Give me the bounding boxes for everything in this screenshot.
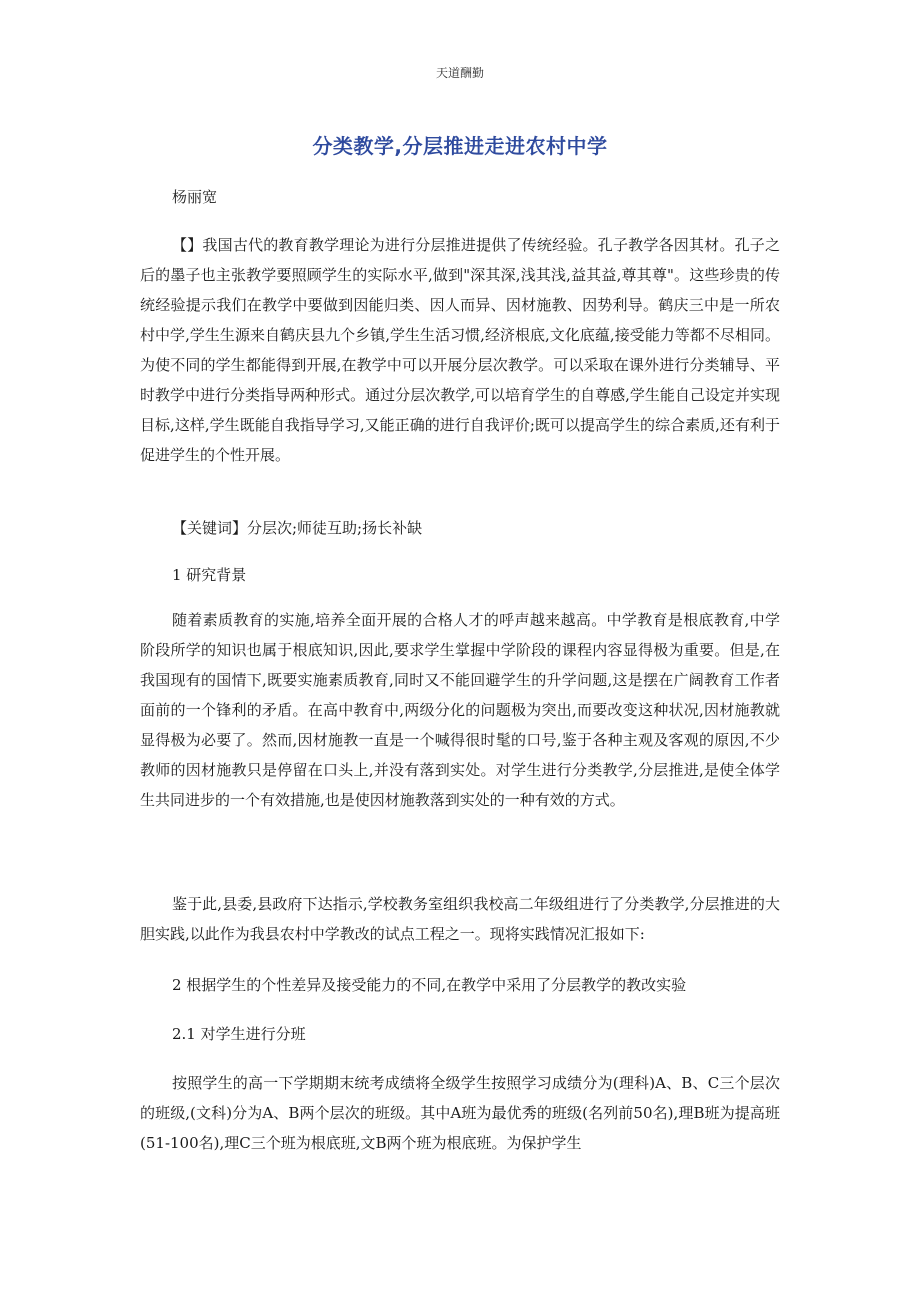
section-2-1-heading: 2.1 对学生进行分班 (172, 1025, 306, 1043)
section-1-paragraph-2: 鉴于此,县委,县政府下达指示,学校教务室组织我校高二年级组进行了分类教学,分层推进的大胆实践,以此作为我县农村中学教改的试点工程之一。现将实践情况汇报如下: (140, 895, 780, 943)
section-2-1-paragraph-1: 按照学生的高一下学期期末统考成绩将全级学生按照学习成绩分为(理科)A、B、C三个层次的班级,(文科)分为A、B两个层次的班级。其中A班为最优秀的班级(名列前50名),理B班为提高班(51-100名),理C三个班为根底班,文B两个班为根底班。为保护学生 (140, 1074, 780, 1152)
section-1-paragraph-1: 随着素质教育的实施,培养全面开展的合格人才的呼声越来越高。中学教育是根底教育,中学阶段所学的知识也属于根底知识,因此,要求学生掌握中学阶段的课程内容显得极为重要。但是,在我国现有的国情下,既要实施素质教育,同时又不能回避学生的升学问题,这是摆在广阔教育工作者面前的一个锋利的矛盾。在高中教育中,两级分化的问题极为突出,而要改变这种状况,因材施教就显得极为必要了。然而,因材施教一直是一个喊得很时髦的口号,鉴于各种主观及客观的原因,不少教师的因材施教只是停留在口头上,并没有落到实处。对学生进行分类教学,分层推进,是使全体学生共同进步的一个有效措施,也是使因材施教落到实处的一种有效的方式。 (140, 611, 780, 809)
abstract-paragraph: 【】我国古代的教育教学理论为进行分层推进提供了传统经验。孔子教学各因其材。孔子之后的墨子也主张教学要照顾学生的实际水平,做到"深其深,浅其浅,益其益,尊其尊"。这些珍贵的传统经验提示我们在教学中要做到因能归类、因人而异、因材施教、因势利导。鹤庆三中是一所农村中学,学生生源来自鹤庆县九个乡镇,学生生活习惯,经济根底,文化底蕴,接受能力等都不尽相同。为使不同的学生都能得到开展,在教学中可以开展分层次教学。可以采取在课外进行分类辅导、平时教学中进行分类指导两种形式。通过分层次教学,可以培育学生的自尊感,学生能自己设定并实现目标,这样,学生既能自我指导学习,又能正确的进行自我评价;既可以提高学生的综合素质,还有利于促进学生的个性开展。 (140, 236, 780, 464)
section-1-heading: 1 研究背景 (172, 566, 247, 584)
article-title: 分类教学,分层推进走进农村中学 (312, 134, 608, 158)
keywords-line: 【关键词】分层次;师徒互助;扬长补缺 (172, 519, 423, 537)
author-name: 杨丽宽 (172, 188, 218, 206)
running-header: 天道酬勤 (435, 66, 484, 80)
section-2-heading: 2 根据学生的个性差异及接受能力的不同,在教学中采用了分层教学的教改实验 (172, 976, 687, 994)
